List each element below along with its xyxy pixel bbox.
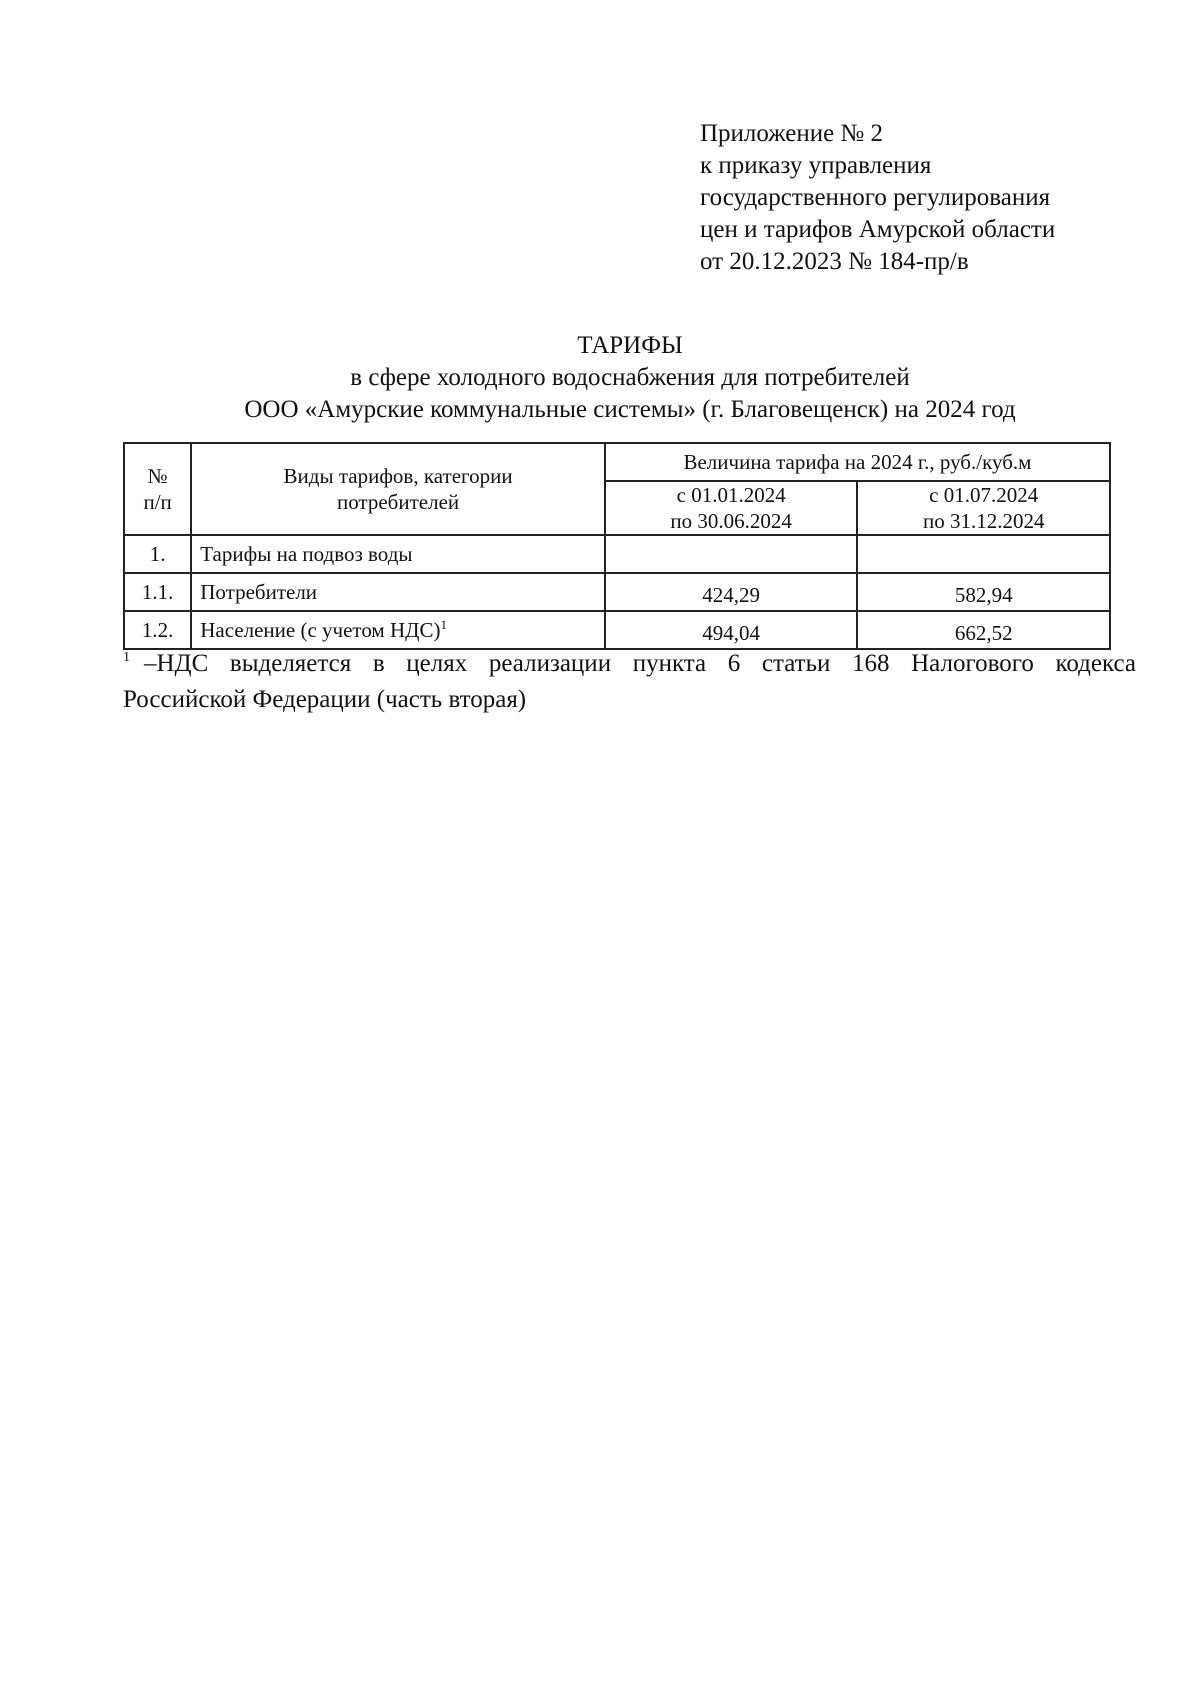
row-value-period-1: 424,29 xyxy=(605,573,858,611)
appendix-line: от 20.12.2023 № 184-пр/в xyxy=(700,248,969,275)
tariff-table xyxy=(123,442,1111,650)
title-heading: ТАРИФЫ xyxy=(577,332,683,359)
table-row xyxy=(124,611,1110,649)
appendix-line: государственного регулирования xyxy=(700,184,1051,211)
appendix-line: к приказу управления xyxy=(700,152,932,179)
appendix-line: цен и тарифов Амурской области xyxy=(700,216,1056,243)
row-value-period-1: 494,04 xyxy=(605,611,858,649)
row-value-period-2: 662,52 xyxy=(857,611,1110,649)
header-period-2: с 01.07.2024 по 31.12.2024 xyxy=(857,481,1110,535)
header-tariff-value: Величина тарифа на 2024 г., руб./куб.м xyxy=(605,443,1110,481)
footnote xyxy=(123,648,1136,716)
row-number: 1. xyxy=(124,535,191,573)
row-value-period-1 xyxy=(605,535,858,573)
footnote-reference: 1 xyxy=(440,617,447,632)
footnote-line: Российской Федерации (часть вторая) xyxy=(123,686,527,713)
row-name: Потребители xyxy=(191,573,605,611)
table-row xyxy=(124,573,1110,611)
row-name xyxy=(191,611,605,649)
table-header-row xyxy=(124,443,1110,481)
appendix-reference xyxy=(700,118,1055,278)
footnote-line xyxy=(123,648,1136,684)
title-organization: ООО «Амурские коммунальные системы» (г. Благовещенск) на 2024 год xyxy=(244,396,1016,423)
appendix-line: Приложение № 2 xyxy=(700,120,884,147)
footnote-mark: 1 xyxy=(123,650,130,665)
title-subtitle: в сфере холодного водоснабжения для потребителей xyxy=(350,364,910,391)
row-name-text: Население (с учетом НДС) xyxy=(200,618,441,642)
header-period-1: с 01.01.2024 по 30.06.2024 xyxy=(605,481,858,535)
row-number: 1.2. xyxy=(124,611,191,649)
row-value-period-2: 582,94 xyxy=(857,573,1110,611)
row-name: Тарифы на подвоз воды xyxy=(191,535,605,573)
row-value-period-2 xyxy=(857,535,1110,573)
document-title xyxy=(120,330,1140,426)
header-number: № п/п xyxy=(124,443,191,535)
footnote-text: –НДС выделяется в целях реализации пункта 6 статьи 168 Налогового кодекса xyxy=(144,650,1136,677)
header-tariff-type: Виды тарифов, категории потребителей xyxy=(191,443,605,535)
table-row xyxy=(124,535,1110,573)
row-number: 1.1. xyxy=(124,573,191,611)
